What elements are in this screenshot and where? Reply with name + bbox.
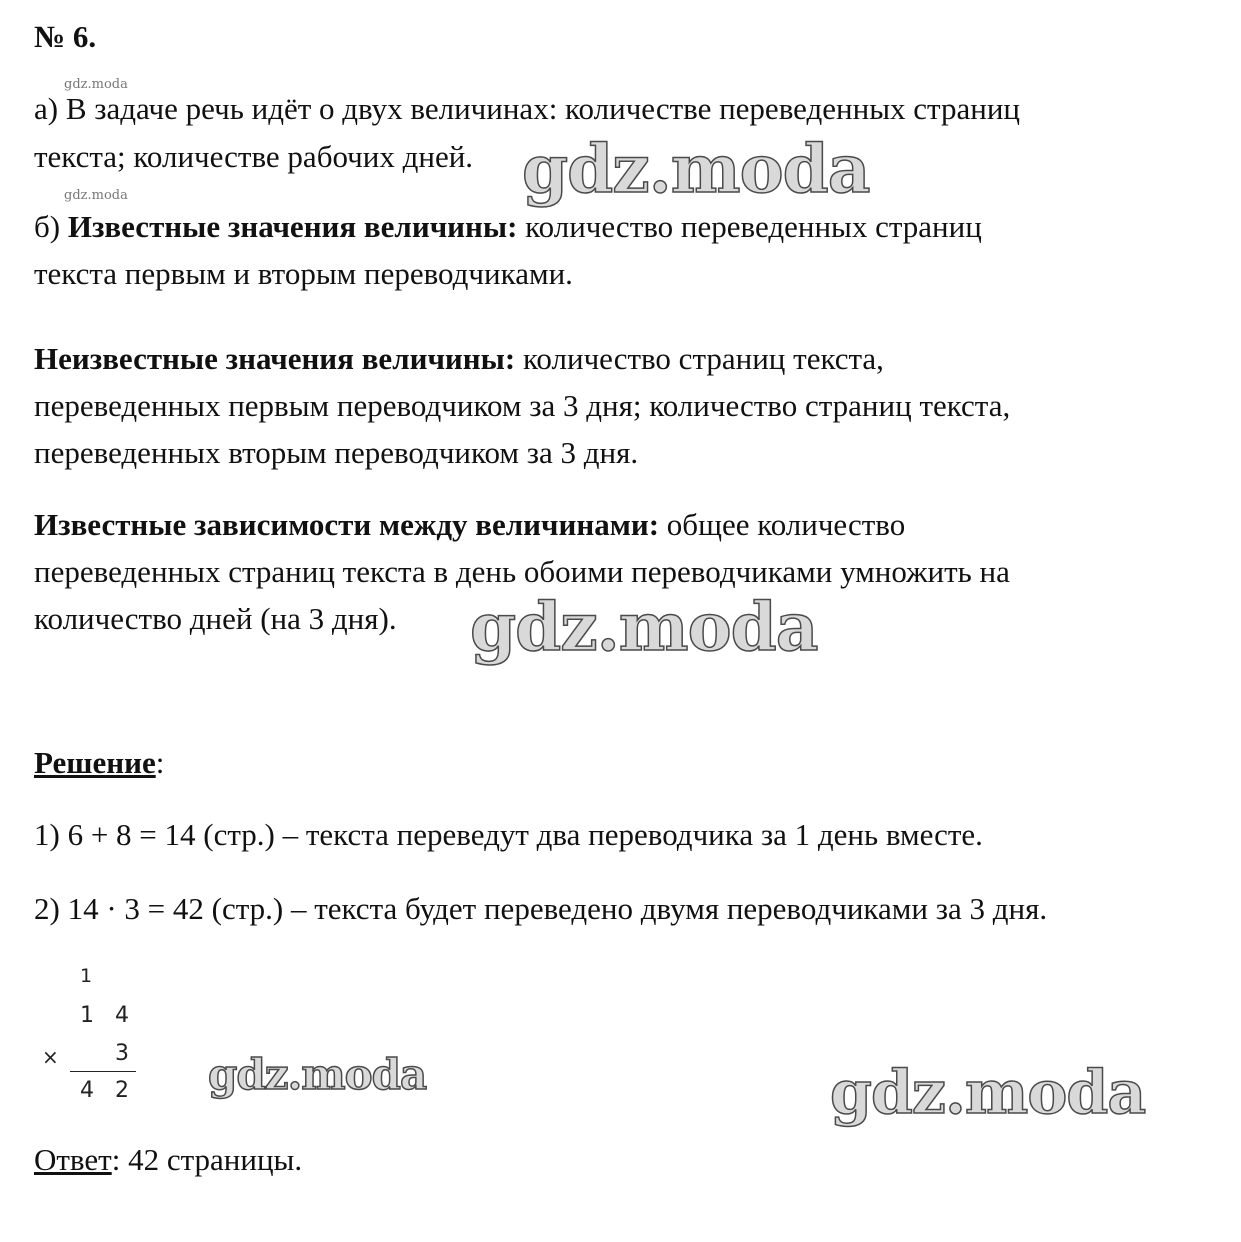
unknown-text: количество страниц текста, — [515, 341, 884, 376]
unknown-line-2: переведенных первым переводчиком за 3 дня; количество страниц текста, — [34, 388, 1011, 423]
answer-line — [34, 1141, 302, 1179]
watermark-big: gdz.moda — [208, 1050, 427, 1099]
solution-step-2: 2) 14 · 3 = 42 (стр.) – текста будет переведено двумя переводчиками за 3 дня. — [34, 891, 1048, 926]
carry-digit: 1 — [80, 965, 93, 987]
calc-rule — [70, 1071, 136, 1072]
multiplier-digit: 3 — [115, 1041, 129, 1066]
watermark-big: gdz.moda — [522, 130, 870, 208]
solution-step-1: 1) 6 + 8 = 14 (стр.) – текста переведут два переводчика за 1 день вместе. — [34, 817, 983, 852]
dependencies-line-2: переведенных страниц текста в день обоими переводчиками умножить на — [34, 554, 1010, 589]
problem-title: № 6. — [34, 19, 97, 54]
unknown-label: Неизвестные значения величины: — [34, 341, 516, 376]
watermark-small: gdz.moda — [64, 188, 128, 203]
multiplicand-digit: 1 — [80, 1003, 94, 1028]
unknown-line-1 — [34, 340, 884, 378]
column-multiplication — [40, 965, 150, 1110]
part-b-label: Известные значения величины: — [67, 209, 518, 244]
solution-label: Решение — [34, 745, 156, 780]
part-b-line-2: текста первым и вторым переводчиками. — [34, 256, 573, 291]
multiply-sign: × — [42, 1045, 59, 1069]
result-digit: 2 — [115, 1078, 129, 1103]
dependencies-text: общее количество — [659, 507, 906, 542]
part-b-line-1 — [34, 208, 982, 246]
answer-text: : 42 страницы. — [111, 1142, 303, 1177]
dependencies-label: Известные зависимости между величинами: — [34, 507, 660, 542]
watermark-big: gdz.moda — [470, 588, 818, 666]
part-b-prefix: б) — [34, 209, 68, 244]
part-a-line-1: а) В задаче речь идёт о двух величинах: количестве переведенных страниц — [34, 91, 1021, 126]
watermark-big: gdz.moda — [830, 1058, 1146, 1128]
solution-colon: : — [155, 745, 165, 780]
result-digit: 4 — [80, 1078, 94, 1103]
unknown-line-3: переведенных вторым переводчиком за 3 дня. — [34, 435, 639, 470]
solution-heading — [34, 744, 164, 782]
multiplicand-digit: 4 — [115, 1003, 129, 1028]
dependencies-line-3: количество дней (на 3 дня). — [34, 601, 397, 636]
watermark-small: gdz.moda — [64, 77, 128, 92]
part-a-line-2: текста; количестве рабочих дней. — [34, 139, 474, 174]
part-b-text: количество переведенных страниц — [517, 209, 982, 244]
answer-label: Ответ — [34, 1142, 112, 1177]
dependencies-line-1 — [34, 506, 905, 544]
